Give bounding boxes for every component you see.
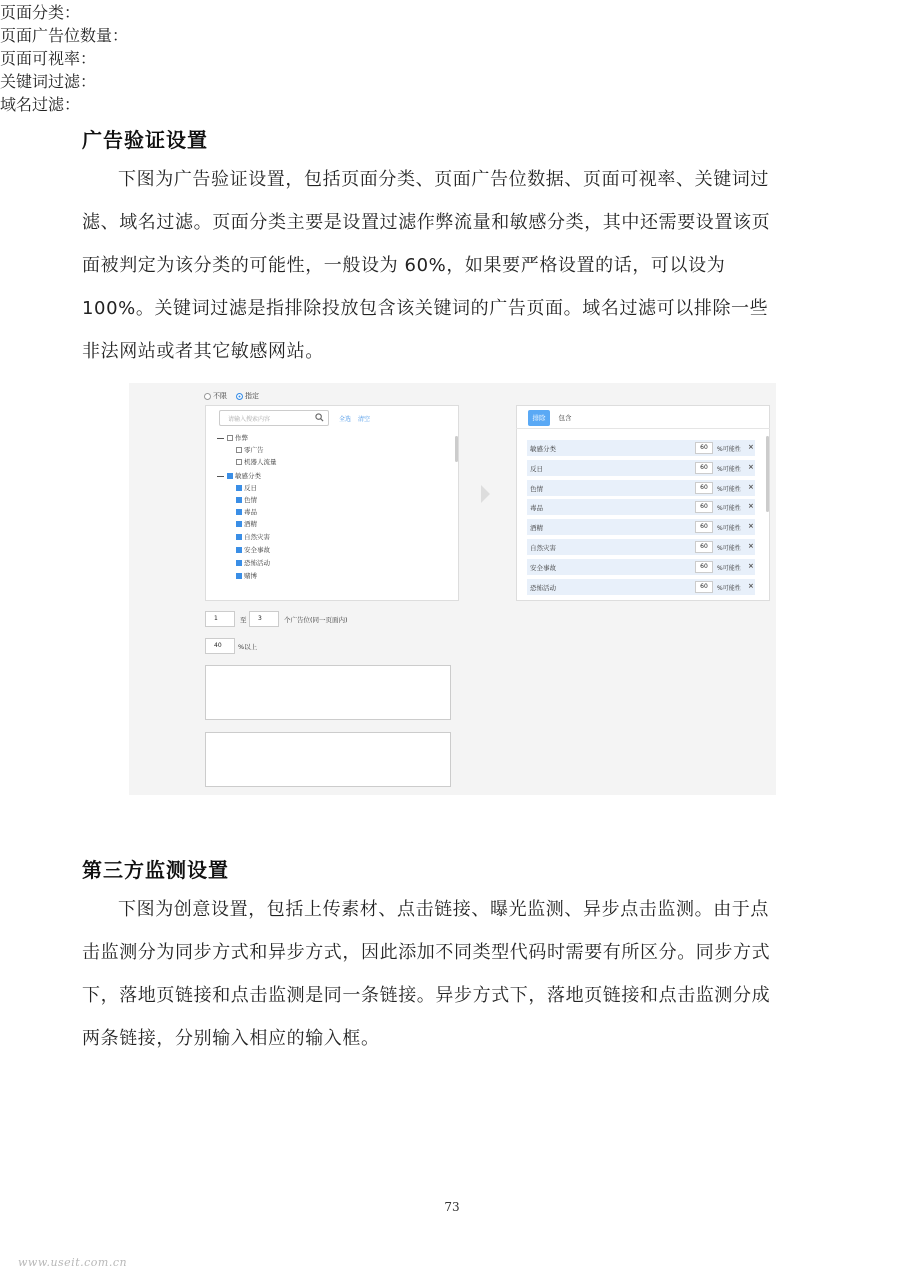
remove-icon[interactable]: ×: [748, 482, 754, 491]
tree-leaf[interactable]: 赌博: [236, 571, 257, 581]
tree-scrollbar[interactable]: [455, 436, 458, 462]
collapse-icon[interactable]: [217, 438, 224, 439]
checkbox-checked-icon[interactable]: [236, 485, 242, 491]
checkbox-checked-icon[interactable]: [236, 534, 242, 540]
probability-unit: %可能性: [717, 465, 741, 473]
paragraph-line: 滤、域名过滤。页面分类主要是设置过滤作弊流量和敏感分类，其中还需要设置该页: [82, 212, 771, 233]
paragraph-line: 100%。关键词过滤是指排除投放包含该关键词的广告页面。域名过滤可以排除一些: [82, 298, 769, 319]
viewability-label: 页面可视率：: [0, 49, 97, 68]
section-paragraph-ad-verification: [82, 158, 822, 373]
tree-leaf[interactable]: 酒精: [236, 519, 257, 529]
keyword-filter-textarea[interactable]: [205, 665, 451, 720]
probability-unit: %可能性: [717, 485, 741, 493]
selected-scrollbar[interactable]: [766, 436, 769, 512]
selected-row: [527, 559, 755, 575]
probability-unit: %可能性: [717, 545, 741, 552]
probability-input[interactable]: 60: [695, 561, 713, 573]
tab-exclude[interactable]: 排除: [528, 410, 550, 426]
selected-row-name: 毒品: [530, 504, 543, 513]
checkbox-icon[interactable]: [236, 459, 242, 465]
tree-leaf[interactable]: 色情: [236, 495, 257, 505]
probability-input[interactable]: 60: [695, 462, 713, 474]
tab-include[interactable]: 包含: [554, 410, 576, 426]
radio-unlimited[interactable]: 不限: [204, 391, 227, 401]
remove-icon[interactable]: ×: [748, 561, 754, 570]
paragraph-line: 两条链接，分别输入相应的输入框。: [82, 1028, 380, 1049]
domain-filter-textarea[interactable]: [205, 732, 451, 787]
probability-input[interactable]: 60: [695, 521, 713, 533]
tree-leaf[interactable]: 毒品: [236, 507, 257, 517]
remove-icon[interactable]: ×: [748, 462, 754, 471]
checkbox-checked-icon[interactable]: [236, 509, 242, 515]
selected-row: [527, 539, 755, 555]
domain-filter-label: 域名过滤：: [0, 95, 81, 114]
probability-input[interactable]: 60: [695, 501, 713, 513]
checkbox-icon[interactable]: [236, 447, 242, 453]
probability-input[interactable]: 60: [695, 482, 713, 494]
probability-unit: %可能性: [717, 525, 741, 533]
paragraph-line: 面被判定为该分类的可能性，一般设为 60%，如果要严格设置的话，可以设为: [82, 255, 726, 276]
watermark: www.useit.com.cn: [18, 1256, 128, 1269]
probability-input[interactable]: 60: [695, 442, 713, 454]
selected-row-name: 恐怖活动: [530, 583, 556, 592]
probability-input[interactable]: 60: [695, 581, 713, 593]
selected-row-name: 敏感分类: [530, 445, 556, 453]
selected-row-name: 反日: [530, 464, 543, 473]
paragraph-line: 下，落地页链接和点击监测是同一条链接。异步方式下，落地页链接和点击监测分成: [82, 985, 771, 1006]
probability-input[interactable]: 60: [695, 541, 713, 553]
selected-row: [527, 440, 755, 456]
remove-icon[interactable]: ×: [748, 443, 754, 451]
remove-icon[interactable]: ×: [748, 502, 754, 511]
radio-specified-icon: [236, 393, 243, 400]
ad-slots-min-input[interactable]: 1: [205, 611, 235, 627]
tree-leaf[interactable]: 安全事故: [236, 545, 270, 555]
remove-icon[interactable]: ×: [748, 522, 754, 531]
selected-row: [527, 460, 755, 476]
viewability-suffix: %以上: [238, 643, 258, 651]
checkbox-checked-icon[interactable]: [236, 497, 242, 503]
tree-leaf[interactable]: 零广告: [236, 445, 264, 455]
paragraph-line: 击监测分为同步方式和异步方式，因此添加不同类型代码时需要有所区分。同步方式: [82, 942, 771, 963]
paragraph-line: 下图为创意设置，包括上传素材、点击链接、曝光监测、异步点击监测。由于点: [118, 899, 769, 920]
category-search-input[interactable]: [219, 410, 329, 426]
select-all-link[interactable]: 全选: [339, 416, 352, 423]
probability-unit: %可能性: [717, 564, 741, 572]
radio-unlimited-icon: [204, 393, 211, 400]
checkbox-checked-icon[interactable]: [236, 560, 242, 566]
checkbox-checked-icon[interactable]: [227, 473, 233, 479]
search-icon[interactable]: [315, 413, 324, 422]
ad-slots-suffix: 个广告位(同一页面内): [284, 616, 348, 624]
selected-row: [527, 519, 755, 535]
remove-icon[interactable]: ×: [748, 581, 754, 590]
ad-slots-label: 页面广告位数量：: [0, 26, 129, 45]
tree-node-cheat[interactable]: 作弊: [217, 433, 248, 443]
tree-leaf[interactable]: 机器人流量: [236, 457, 277, 467]
remove-icon[interactable]: ×: [748, 542, 754, 550]
ad-slots-to-text: 至: [240, 616, 247, 624]
selected-row: [527, 499, 755, 515]
probability-unit: %可能性: [717, 446, 741, 453]
section-heading-third-party: 第三方监测设置: [82, 858, 229, 882]
page-category-label: 页面分类：: [0, 3, 81, 22]
selected-row: [527, 480, 755, 496]
selected-row: [527, 579, 755, 595]
clear-link[interactable]: 清空: [358, 416, 371, 423]
probability-unit: %可能性: [717, 584, 741, 592]
section-paragraph-third-party: [82, 888, 822, 1060]
checkbox-checked-icon[interactable]: [236, 521, 242, 527]
section-heading-ad-verification: 广告验证设置: [82, 128, 208, 152]
transfer-arrow-icon: [481, 485, 490, 503]
selected-row-name: 自然灾害: [530, 544, 556, 552]
tree-leaf[interactable]: 恐怖活动: [236, 558, 270, 568]
selected-row-name: 酒精: [530, 524, 543, 533]
keyword-filter-label: 关键词过滤：: [0, 72, 97, 91]
tree-leaf[interactable]: 自然灾害: [236, 532, 270, 542]
radio-specified[interactable]: 指定: [236, 391, 259, 401]
probability-unit: %可能性: [717, 505, 741, 513]
viewability-input[interactable]: 40: [205, 638, 235, 654]
selected-row-name: 安全事故: [530, 563, 556, 572]
ad-slots-max-input[interactable]: 3: [249, 611, 279, 627]
page-number: 73: [444, 1200, 460, 1214]
selected-row-name: 色情: [530, 484, 543, 493]
collapse-icon[interactable]: [217, 476, 224, 477]
checkbox-checked-icon[interactable]: [236, 547, 242, 553]
paragraph-line: 下图为广告验证设置，包括页面分类、页面广告位数据、页面可视率、关键词过: [118, 169, 769, 190]
tree-leaf[interactable]: 反日: [236, 483, 257, 493]
checkbox-checked-icon[interactable]: [236, 573, 242, 579]
paragraph-line: 非法网站或者其它敏感网站。: [82, 341, 324, 362]
filter-mode-tabs: [516, 407, 770, 429]
checkbox-icon[interactable]: [227, 435, 233, 441]
tree-node-sensitive[interactable]: 敏感分类: [217, 471, 261, 481]
search-placeholder: 请输入搜索内容: [228, 416, 271, 423]
